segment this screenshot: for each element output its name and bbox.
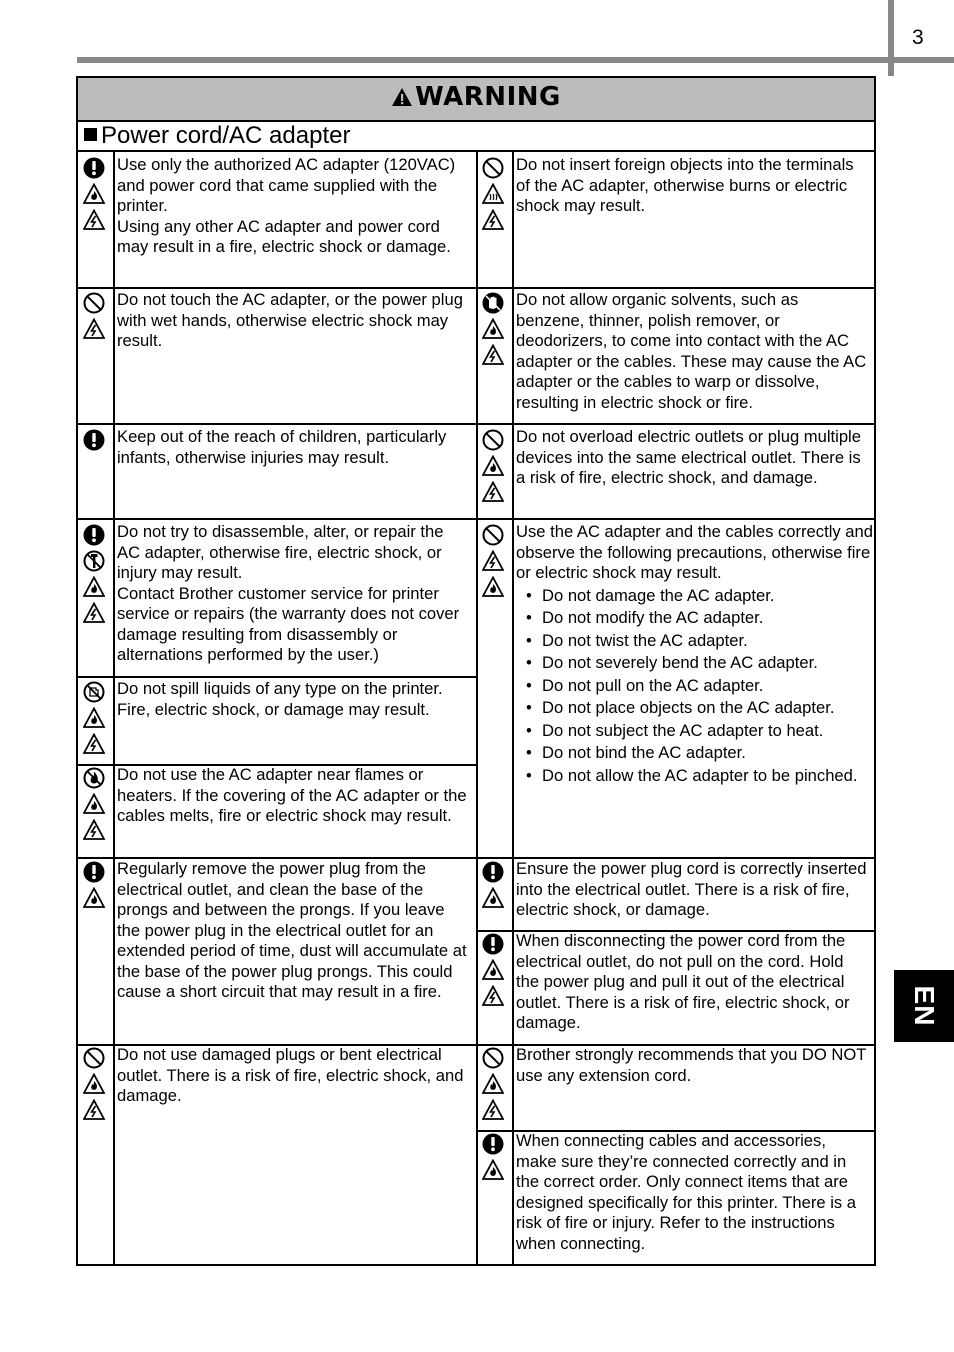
- icon-column: [481, 292, 505, 370]
- warning-text: [117, 765, 470, 827]
- warning-paragraph: Brother strongly recommends that you DO NOT use any extension cord.: [516, 1045, 867, 1085]
- warning-paragraph: Use the AC adapter and the cables correctly and observe the following precautions, otherwise fire or electric shock may result.: [516, 522, 873, 582]
- warning-text: [117, 1045, 470, 1107]
- warning-paragraph: Do not overload electric outlets or plug multiple devices into the same electrical outlet. There is a risk of fire, electric shock, and damage.: [516, 427, 861, 487]
- fire-warning-icon: [482, 887, 504, 909]
- icon-column: [481, 1047, 505, 1125]
- fire-warning-icon: [482, 959, 504, 981]
- warning-text: [117, 679, 470, 720]
- icon-column: [82, 429, 106, 455]
- shock-warning-icon: [482, 481, 504, 503]
- fire-warning-icon: [83, 887, 105, 909]
- warning-paragraph: Do not use the AC adapter near flames or heaters. If the covering of the AC adapter or the cables melts, fire or electric shock may result.: [117, 765, 467, 825]
- row-rule: [78, 287, 476, 289]
- warning-text: [516, 931, 871, 1034]
- warning-paragraph: Do not try to disassemble, alter, or repair the AC adapter, otherwise fire, electric shock, or injury may result.: [117, 522, 444, 582]
- header-rule: [77, 57, 954, 63]
- warning-text: [516, 859, 871, 921]
- warning-text: [516, 427, 871, 489]
- warning-paragraph: When connecting cables and accessories, make sure they’re connected correctly and in the correct order. Only connect items that are designed specifically for this printer. There is a risk of fire or injury. Refer to the instructions when connecting.: [516, 1131, 857, 1253]
- shock-warning-icon: [482, 1099, 504, 1121]
- warning-text: [117, 290, 470, 352]
- icon-column: [481, 1133, 505, 1185]
- fire-warning-icon: [83, 793, 105, 815]
- icon-column: [82, 157, 106, 235]
- list-item: • Do not subject the AC adapter to heat.: [542, 721, 874, 742]
- language-tab-label: EN: [909, 985, 940, 1027]
- shock-warning-icon: [482, 209, 504, 231]
- warning-paragraph: Contact Brother customer service for printer service or repairs (the warranty does not cover damage resulting from disassembly or alternations performed by the user.): [117, 583, 460, 664]
- list-item: • Do not place objects on the AC adapter.: [542, 698, 874, 719]
- warning-paragraph: Do not spill liquids of any type on the printer. Fire, electric shock, or damage may result.: [117, 679, 443, 719]
- fire-warning-icon: [83, 576, 105, 598]
- hot-surface-warning-icon: [482, 183, 504, 205]
- fire-warning-icon: [482, 318, 504, 340]
- icon-column: [481, 861, 505, 913]
- row-rule: [476, 423, 874, 425]
- row-rule: [476, 287, 874, 289]
- warning-paragraph: Do not insert foreign objects into the terminals of the AC adapter, otherwise burns or electric shock may result.: [516, 155, 854, 215]
- mandatory-icon: [83, 524, 105, 546]
- warning-paragraph: Do not use damaged plugs or bent electrical outlet. There is a risk of fire, electric shock, and damage.: [117, 1045, 464, 1105]
- warning-paragraph: Do not allow organic solvents, such as benzene, thinner, polish remover, or deodorizers, to come into contact with the AC adapter or the cables. These may cause the AC adapter or the cables to warp or dissolve, resulting in electric shock or fire.: [516, 290, 867, 412]
- warning-paragraph: Regularly remove the power plug from the electrical outlet, and clean the base of the prongs and between the prongs. If you leave the power plug in the electrical outlet for an extended period of time, dust will accumulate at the base of the power plug prongs. This could cause a short circuit that may result in a fire.: [117, 859, 467, 1001]
- warning-paragraph: Keep out of the reach of children, particularly infants, otherwise injuries may result.: [117, 427, 447, 467]
- no-flames-icon: [83, 767, 105, 789]
- warning-banner: [78, 78, 874, 122]
- language-tab: [894, 970, 954, 1042]
- no-disassembly-icon: [83, 550, 105, 572]
- row-rule: [78, 518, 476, 520]
- list-item: • Do not bind the AC adapter.: [542, 743, 874, 764]
- column-rule: [113, 152, 115, 1265]
- warning-paragraph: Ensure the power plug cord is correctly inserted into the electrical outlet. There is a risk of fire, electric shock, or damage.: [516, 859, 867, 919]
- row-rule: [78, 676, 476, 678]
- prohibited-icon: [482, 524, 504, 546]
- mandatory-icon: [482, 933, 504, 955]
- icon-column: [481, 524, 505, 602]
- section-title-text: Power cord/AC adapter: [101, 122, 351, 149]
- mandatory-icon: [83, 429, 105, 451]
- column-rule: [476, 152, 478, 1265]
- icon-column: [481, 933, 505, 1011]
- header-divider: [888, 0, 894, 76]
- list-item: • Do not severely bend the AC adapter.: [542, 653, 874, 674]
- fire-warning-icon: [482, 576, 504, 598]
- warning-text: [117, 522, 470, 666]
- fire-warning-icon: [83, 707, 105, 729]
- warning-text: [516, 155, 871, 217]
- warning-paragraph: Use only the authorized AC adapter (120VAC) and power cord that came supplied with the printer.: [117, 155, 456, 215]
- mandatory-icon: [83, 861, 105, 883]
- fire-warning-icon: [83, 1073, 105, 1095]
- prohibited-icon: [83, 1047, 105, 1069]
- icon-column: [82, 767, 106, 845]
- warning-paragraph: Do not touch the AC adapter, or the power plug with wet hands, otherwise electric shock may result.: [117, 290, 463, 350]
- icon-column: [82, 524, 106, 628]
- list-item: • Do not modify the AC adapter.: [542, 608, 874, 629]
- icon-column: [82, 292, 106, 344]
- fire-warning-icon: [482, 1073, 504, 1095]
- shock-warning-icon: [482, 985, 504, 1007]
- row-rule: [78, 423, 476, 425]
- fire-warning-icon: [83, 183, 105, 205]
- shock-warning-icon: [83, 733, 105, 755]
- fire-warning-icon: [482, 455, 504, 477]
- shock-warning-icon: [83, 819, 105, 841]
- warning-text: [516, 1131, 871, 1254]
- icon-column: [82, 861, 106, 913]
- no-wet-hands-icon: [482, 292, 504, 314]
- warning-paragraph: Using any other AC adapter and power cord may result in a fire, electric shock or damage.: [117, 216, 451, 256]
- icon-column: [481, 429, 505, 507]
- list-item: • Do not pull on the AC adapter.: [542, 676, 874, 697]
- prohibited-icon: [482, 157, 504, 179]
- list-item: • Do not twist the AC adapter.: [542, 631, 874, 652]
- list-item: • Do not allow the AC adapter to be pinched.: [542, 766, 874, 787]
- precaution-list: [516, 586, 874, 787]
- icon-column: [82, 681, 106, 759]
- shock-warning-icon: [83, 318, 105, 340]
- warning-title: WARNING: [415, 82, 561, 112]
- warning-text: [516, 1045, 871, 1086]
- prohibited-icon: [482, 1047, 504, 1069]
- icon-column: [481, 157, 505, 235]
- warning-text: [117, 427, 470, 468]
- section-title: [84, 121, 350, 151]
- page-number: 3: [912, 26, 924, 49]
- shock-warning-icon: [83, 1099, 105, 1121]
- list-item: • Do not damage the AC adapter.: [542, 586, 874, 607]
- prohibited-icon: [482, 429, 504, 451]
- warning-text: [516, 290, 871, 413]
- warning-text: [516, 522, 874, 788]
- warning-text: [117, 155, 470, 258]
- shock-warning-icon: [83, 602, 105, 624]
- row-rule: [476, 518, 874, 520]
- warning-triangle-icon: [391, 87, 413, 107]
- shock-warning-icon: [482, 550, 504, 572]
- icon-column: [82, 1047, 106, 1125]
- shock-warning-icon: [83, 209, 105, 231]
- warning-text: [117, 859, 470, 1003]
- fire-warning-icon: [482, 1159, 504, 1181]
- no-liquids-icon: [83, 681, 105, 703]
- mandatory-icon: [83, 157, 105, 179]
- warning-paragraph: When disconnecting the power cord from the electrical outlet, do not pull on the cord. Hold the power plug and pull it out of the electrical outlet. There is a risk of fire, electric shock, or damage.: [516, 931, 850, 1032]
- shock-warning-icon: [482, 344, 504, 366]
- mandatory-icon: [482, 861, 504, 883]
- mandatory-icon: [482, 1133, 504, 1155]
- column-rule: [512, 152, 514, 1265]
- prohibited-icon: [83, 292, 105, 314]
